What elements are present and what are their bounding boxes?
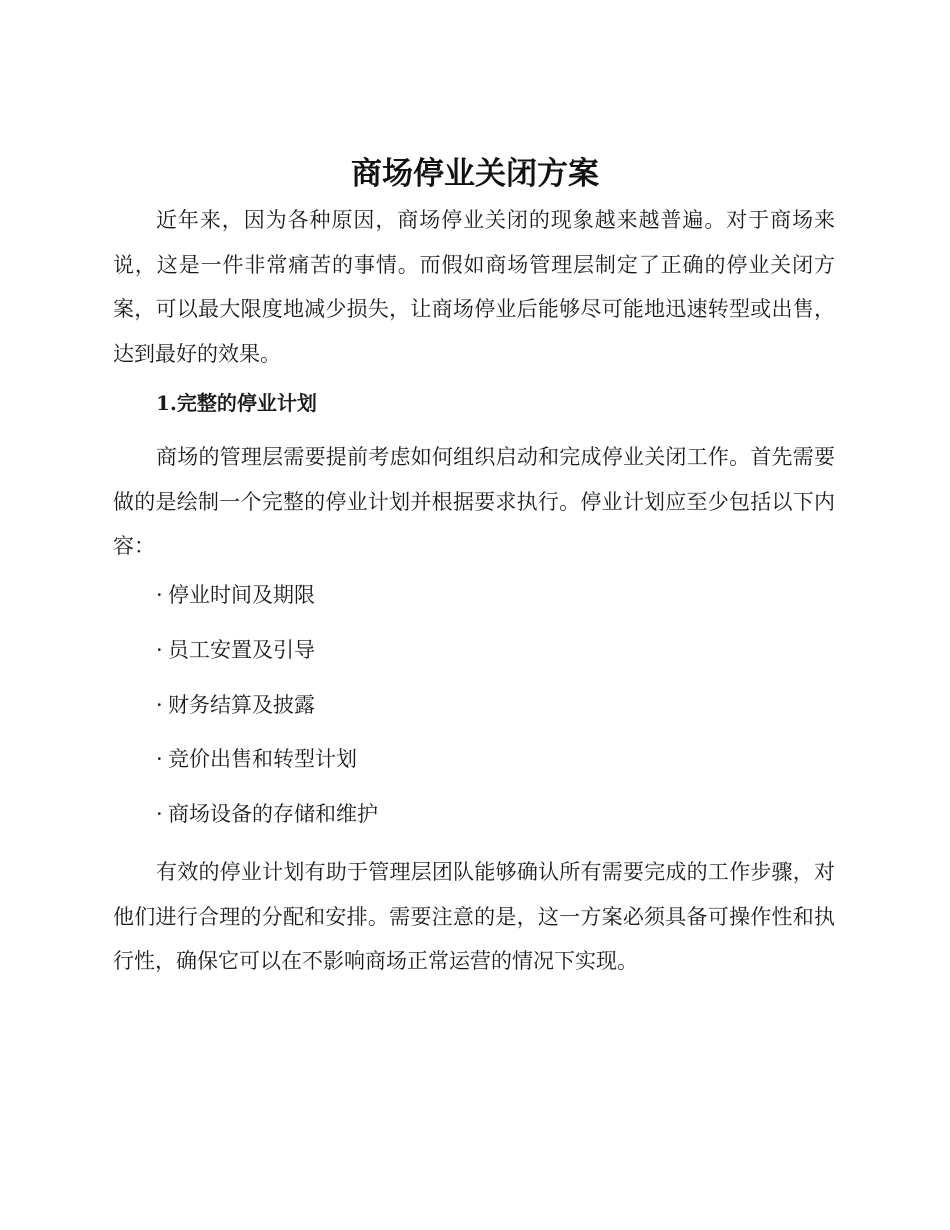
list-item-text: 竞价出售和转型计划 xyxy=(168,747,357,772)
list-item xyxy=(156,686,378,741)
list-item xyxy=(156,740,378,795)
list-item-text: 员工安置及引导 xyxy=(168,637,315,662)
list-item xyxy=(156,795,378,850)
bullet-icon: · xyxy=(156,747,163,772)
intro-paragraph: 近年来，因为各种原因，商场停业关闭的现象越来越普遍。对于商场来说，这是一件非常痛苦的事情。而假如商场管理层制定了正确的停业关闭方案，可以最大限度地减少损失，让商场停业后能够尽可能地迅速转型或出售，达到最好的效果。 xyxy=(113,208,835,366)
section-paragraph: 商场的管理层需要提前考虑如何组织启动和完成停业关闭工作。首先需要做的是绘制一个完整的停业计划并根据要求执行。停业计划应至少包括以下内容： xyxy=(113,445,835,558)
list-item-text: 商场设备的存储和维护 xyxy=(168,802,378,827)
closing-paragraph: 有效的停业计划有助于管理层团队能够确认所有需要完成的工作步骤，对他们进行合理的分配和安排。需要注意的是，这一方案必须具备可操作性和执行性，确保它可以在不影响商场正常运营的情况下实现。 xyxy=(113,860,835,973)
document-title: 商场停业关闭方案 xyxy=(351,156,599,192)
list-item xyxy=(156,576,378,631)
plan-list xyxy=(156,576,378,850)
list-item xyxy=(156,631,378,686)
bullet-icon: · xyxy=(156,583,163,607)
bullet-icon: · xyxy=(156,637,163,662)
list-item-text: 财务结算及披露 xyxy=(168,692,315,717)
bullet-icon: · xyxy=(156,802,163,827)
bullet-icon: · xyxy=(156,692,163,717)
list-item-text: 停业时间及期限 xyxy=(168,583,315,607)
section-heading: 1.完整的停业计划 xyxy=(156,391,317,415)
